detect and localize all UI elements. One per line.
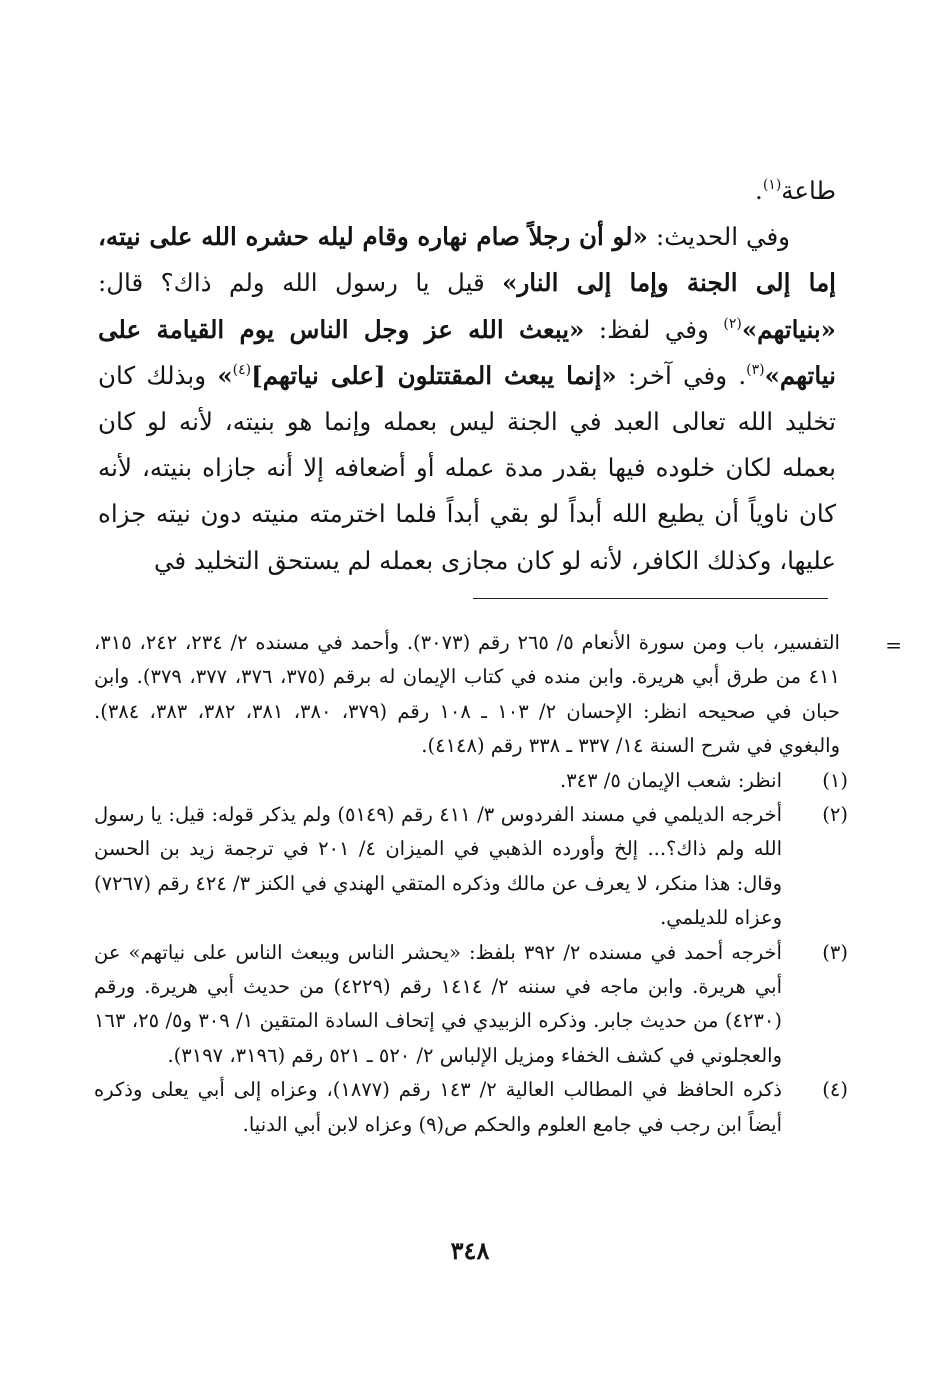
footnote-separator: [473, 598, 828, 599]
footnote-text: ذكره الحافظ في المطالب العالية ٢/ ١٤٣ رقم (١٨٧٧)، وعزاه إلى أبي يعلى وذكره أيضاً ابن رجب في جامع العلوم والحكم ص(٩) وعزاه لابن أبي الدنيا.: [94, 1078, 782, 1136]
footnote-number: (١): [822, 768, 848, 792]
hadith-quote-1: «لو أن رجلاً صام نهاره وقام ليله حشره الله على نيته، إما إلى الجنة وإما إلى النار»: [98, 222, 836, 298]
footnote-ref-4: (٤): [232, 361, 252, 378]
footnote-continuation: [94, 626, 902, 764]
footnote-3: [94, 936, 848, 1074]
footnote-2: [94, 798, 848, 936]
hadith-other-intro: . وفي آخر:: [616, 360, 747, 390]
footnote-text: أخرجه أحمد في مسنده ٢/ ٣٩٢ بلفظ: «يحشر الناس ويبعث الناس على نياتهم» عن أبي هريرة. وابن ماجه في سننه ٢/ ١٤١٤ رقم (٤٢٢٩) من حديث أبي هريرة. ورقم (٤٢٣٠) من حديث جابر. وذكره الزبيدي في إتحاف السادة المتقين ١/ ٣٠٩ و٥/ ٢٥، ١٦٣ والعجلوني في كشف الخفاء ومزيل الإلباس ٢/ ٥٢٠ ـ ٥٢١ رقم (٣١٩٦، ٣١٩٧).: [94, 940, 782, 1067]
page-number: ٣٤٨: [450, 1236, 490, 1265]
footnote-text: أخرجه الديلمي في مسند الفردوس ٣/ ٤١١ رقم (٥١٤٩) ولم يذكر قوله: قيل: يا رسول الله ولم ذاك؟... إلخ وأورده الذهبي في الميزان ٤/ ٢٠١ في ترجمة زيد بن الحسن وقال: هذا منكر، لا يعرف عن مالك وذكره المتقي الهندي في الكنز ٣/ ٤٢٤ رقم (٧٢٦٧) وعزاه للديلمي.: [94, 803, 782, 930]
hadith-quote-4: «إنما يبعث المقتتلون [على نياتهم]: [251, 360, 617, 390]
footnote-number: (٣): [822, 940, 848, 964]
hadith-question: قيل يا رسول الله ولم ذاك؟ قال:: [98, 268, 503, 298]
footnote-number: (٢): [822, 803, 848, 827]
main-text: [98, 168, 836, 584]
hadith-intro: وفي الحديث:: [647, 222, 790, 252]
hadith-variant-intro: وفي لفظ:: [584, 314, 724, 344]
footnote-continuation-text: التفسير، باب ومن سورة الأنعام ٥/ ٢٦٥ رقم (٣٠٧٣). وأحمد في مسنده ٢/ ٢٣٤، ٢٤٢، ٣١٥، ٤١١ من طرق أبي هريرة. وابن منده في كتاب الإيمان له برقم (٣٧٥، ٣٧٦، ٣٧٧، ٣٧٩). وابن حبان في صحيحه انظر: الإحسان ٢/ ١٠٣ ـ ١٠٨ رقم (٣٧٩، ٣٨٠، ٣٨١، ٣٨٢، ٣٨٣، ٣٨٤). والبغوي في شرح السنة ١٤/ ٣٣٧ ـ ٣٣٨ رقم (٤١٤٨).: [94, 631, 840, 758]
footnote-ref-2: (٢): [723, 315, 742, 332]
paragraph-1: [98, 168, 836, 214]
footnote-4: [94, 1073, 848, 1142]
paragraph-2-rest: وبذلك كان تخليد الله تعالى العبد في الجنة ليس بعمله وإنما هو بنيته، لأنه لو كان بعمله لكان خلوده فيها بقدر مدة عمله أو أضعافه إلا أنه جازاه بنيته، لأنه كان ناوياً أن يطيع الله أبداً لو بقي أبداً فلما اخترمته منيته دون نيته جزاه عليها، وكذلك الكافر، لأنه لو كان مجازى بعمله لم يستحق التخليد في: [98, 360, 836, 575]
hadith-quote-2: «بنياتهم»: [741, 314, 836, 344]
footnote-number: (٤): [822, 1078, 848, 1102]
footnote-text: انظر: شعب الإيمان ٥/ ٣٤٣.: [559, 768, 782, 792]
footnotes: [94, 626, 902, 1142]
paragraph-1-end: .: [755, 176, 763, 205]
footnote-1: [94, 764, 848, 798]
hadith-quote-3: «يبعث الله عز وجل الناس يوم القيامة على نياتهم»: [98, 314, 837, 390]
paragraph-2: [98, 214, 836, 584]
hadith-quote-4-close: »: [217, 360, 233, 390]
paragraph-1-text: طاعة: [781, 176, 836, 205]
continuation-mark: =: [885, 633, 902, 657]
footnote-ref-3: (٣): [746, 361, 765, 378]
footnote-ref-1: (١): [762, 177, 782, 193]
